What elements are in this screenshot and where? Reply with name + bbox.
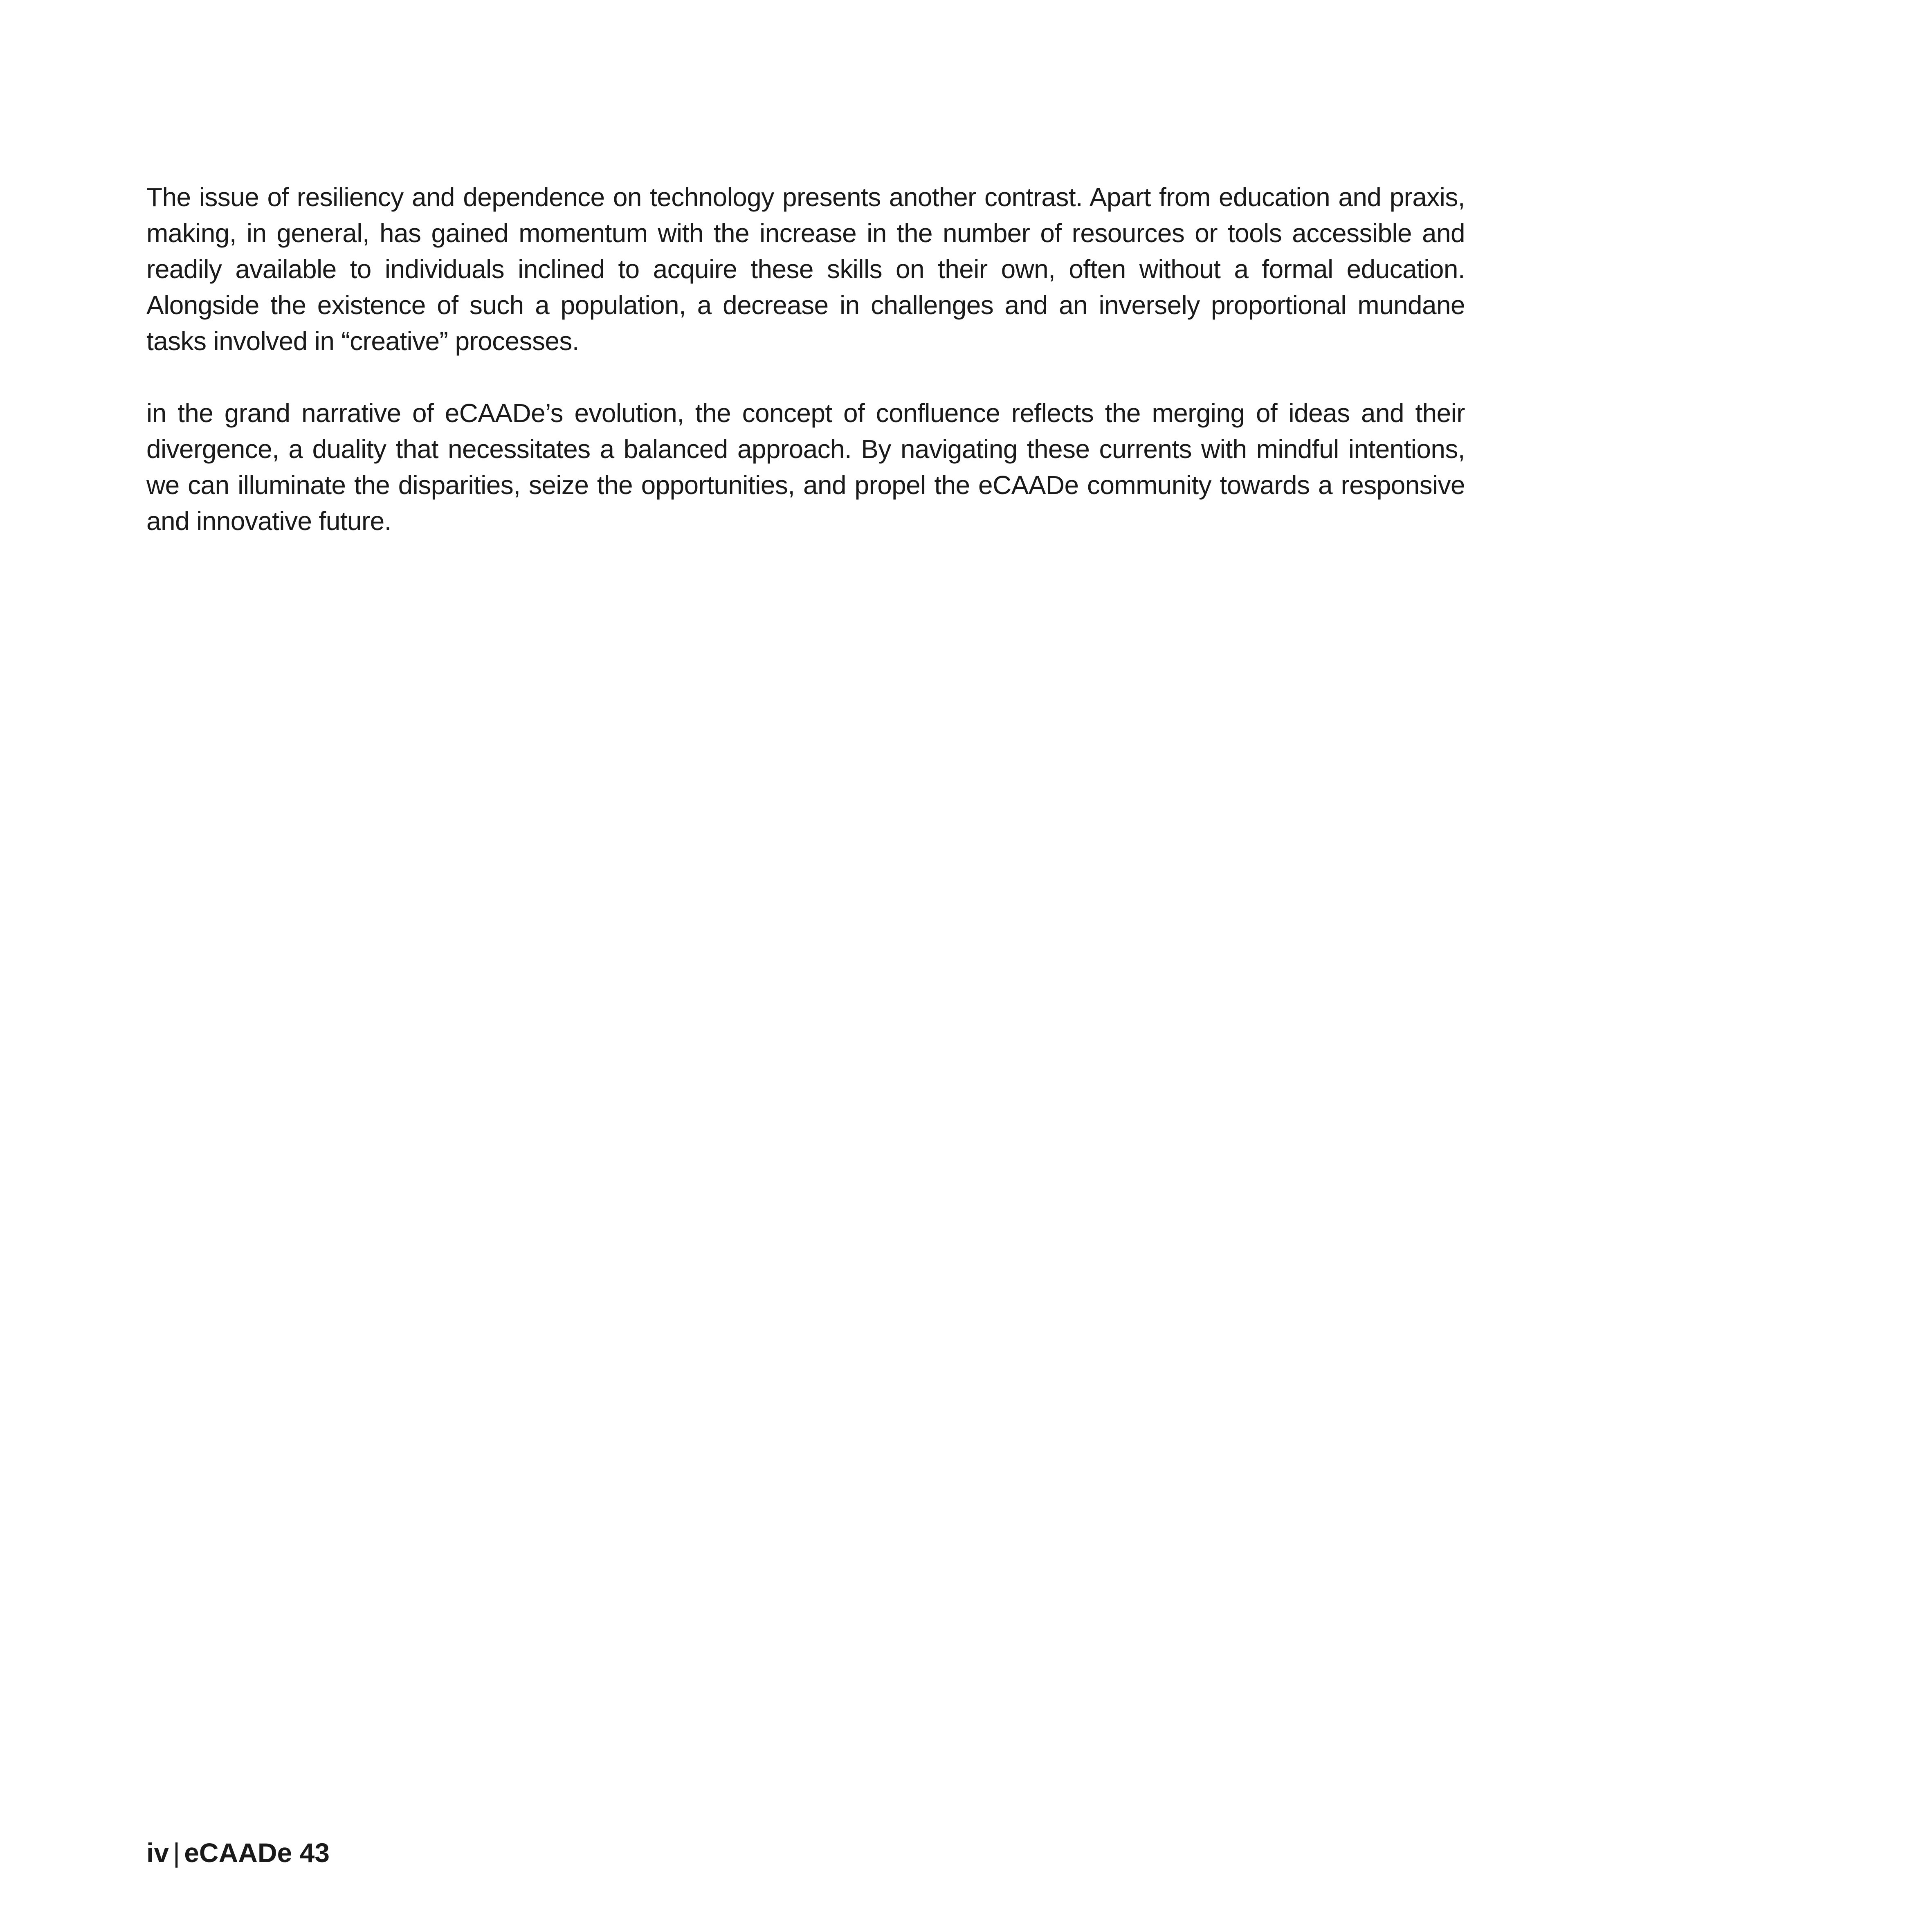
page-footer xyxy=(146,1836,330,1869)
footer-separator: | xyxy=(173,1838,180,1868)
paragraph-resiliency: The issue of resiliency and dependence on technology presents another contrast. Apart from education and praxis, making, in general, has gained momentum with the increase in the number of resources or tools accessible and readily available to individuals inclined to acquire these skills on their own, often without a formal education. Alongside the existence of such a population, a decrease in challenges and an inversely proportional mundane tasks involved in “creative” processes. xyxy=(146,182,1465,356)
body-text xyxy=(146,179,1465,539)
paragraph-confluence: in the grand narrative of eCAADe’s evolution, the concept of confluence reflects the merging of ideas and their divergence, a duality that necessitates a balanced approach. By navigating these currents with mindful intentions, we can illuminate the disparities, seize the opportunities, and propel the eCAADe community towards a responsive and innovative future. xyxy=(146,398,1465,536)
page-number: iv xyxy=(146,1838,169,1868)
publication-name: eCAADe 43 xyxy=(184,1838,330,1868)
